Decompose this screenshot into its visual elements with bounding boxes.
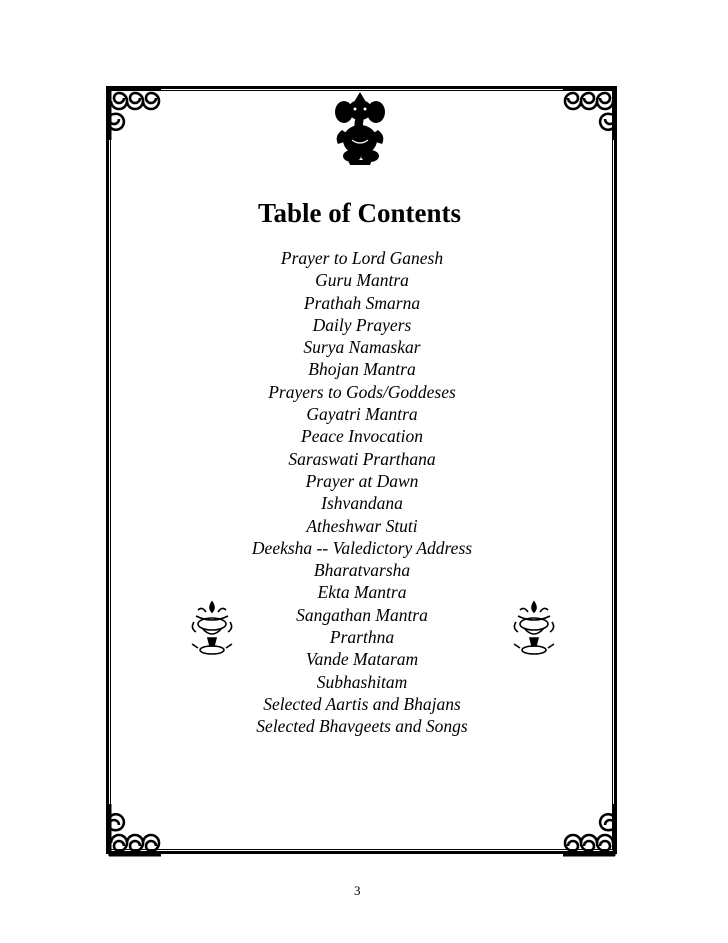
toc-entry: Prayers to Gods/Goddeses — [268, 381, 456, 402]
toc-entry: Ekta Mantra — [317, 582, 407, 603]
toc-entry: Gayatri Mantra — [306, 404, 418, 425]
toc-entry: Selected Aartis and Bhajans — [263, 693, 461, 714]
spiral-scroll-icon — [561, 86, 617, 142]
toc-entry: Ishvandana — [321, 493, 403, 514]
toc-entry: Prathah Smarna — [303, 292, 421, 313]
toc-list — [212, 247, 512, 738]
toc-entry: Prarthna — [329, 627, 395, 648]
toc-entry: Surya Namaskar — [303, 337, 421, 358]
ganesh-icon — [330, 90, 390, 166]
page-number: 3 — [354, 883, 361, 898]
oil-lamp-icon — [510, 600, 558, 656]
spiral-scroll-icon — [107, 86, 163, 142]
toc-entry: Vande Mataram — [305, 649, 419, 670]
toc-entry: Deeksha -- Valedictory Address — [251, 537, 473, 558]
toc-entry: Bharatvarsha — [313, 560, 411, 581]
toc-entry: Saraswati Prarthana — [288, 448, 436, 469]
toc-entry: Bhojan Mantra — [308, 359, 416, 380]
page-title: Table of Contents — [258, 198, 462, 228]
spiral-scroll-icon — [107, 802, 163, 858]
toc-entry: Subhashitam — [316, 671, 408, 692]
spiral-scroll-icon — [561, 802, 617, 858]
toc-entry: Sangathan Mantra — [296, 604, 428, 625]
toc-entry: Atheshwar Stuti — [306, 515, 418, 536]
toc-entry: Daily Prayers — [312, 314, 412, 335]
toc-entry: Peace Invocation — [301, 426, 423, 447]
toc-entry: Prayer at Dawn — [305, 470, 419, 491]
toc-entry: Prayer to Lord Ganesh — [280, 248, 444, 268]
toc-entry: Selected Bhavgeets and Songs — [256, 716, 468, 737]
toc-entry: Guru Mantra — [315, 270, 409, 291]
